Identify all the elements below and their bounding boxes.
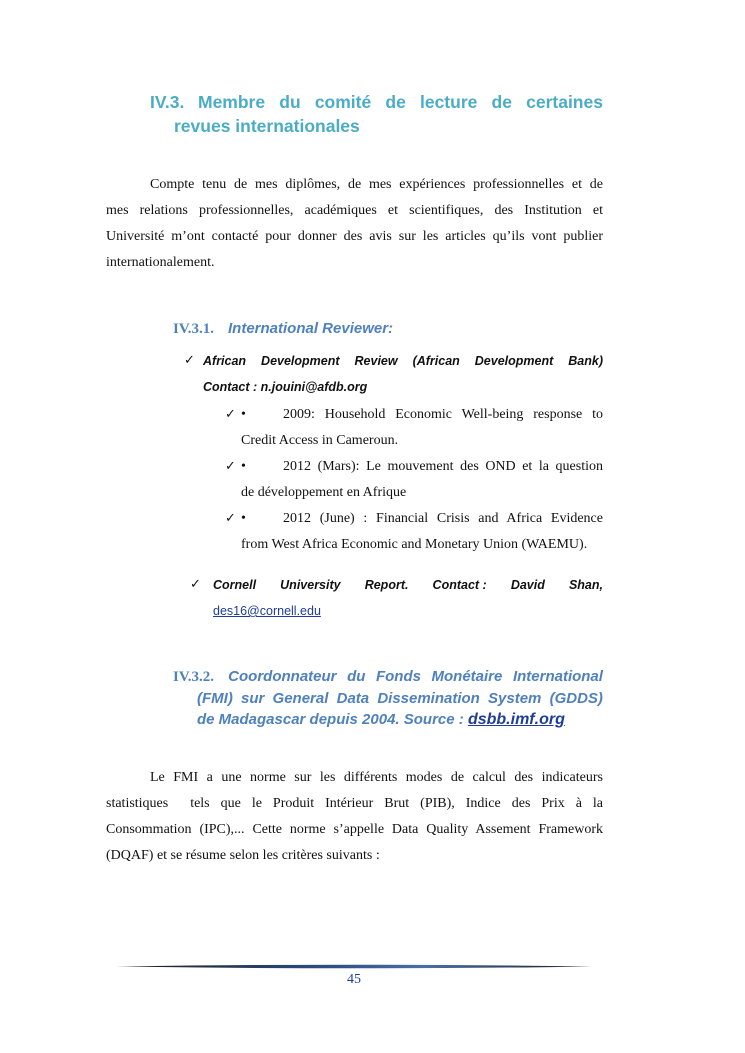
bullet-icon: • (241, 459, 246, 474)
subsection2-line1: IV.3.2. Coordonnateur du Fonds Monétaire International (173, 668, 603, 685)
review-item (225, 454, 603, 506)
section-heading (150, 90, 603, 138)
paragraph-line: statistiques tels que le Produit Intérieur Brut (PIB), Indice des Prix à la (106, 796, 603, 811)
review-item-continuation: Credit Access in Cameroun. (241, 433, 399, 448)
checkmark-icon: ✓ (225, 407, 236, 422)
page-number: 45 (347, 972, 361, 987)
heading-word: de (385, 92, 406, 112)
intro-paragraph (106, 172, 603, 276)
paragraph-line: Consommation (IPC),... Cette norme s’appelle Data Quality Assement Framework (106, 822, 603, 837)
subsection-number: IV.3.1. (173, 321, 214, 337)
review-item-title: 2012 (Mars): Le mouvement des OND et la question (283, 459, 603, 474)
email-link[interactable]: des16@cornell.edu (213, 604, 321, 618)
subsection-heading-2 (173, 666, 603, 730)
review-item-title: 2012 (June) : Financial Crisis and Africa Evidence (283, 511, 603, 526)
bullet-icon: • (241, 407, 246, 422)
checkmark-icon: ✓ (190, 577, 201, 592)
review-item-continuation: de développement en Afrique (241, 485, 407, 500)
subsection2-line3: de Madagascar depuis 2004. Source : dsbb.imf.org (197, 711, 565, 728)
paragraph-line: (DQAF) et se résume selon les critères suivants : (106, 848, 380, 863)
review-item-continuation: from West Africa Economic and Monetary Union (WAEMU). (241, 537, 588, 552)
source-link[interactable]: dsbb.imf.org (467, 711, 565, 728)
paragraph-line: Le FMI a une norme sur les différents modes de calcul des indicateurs (150, 770, 603, 785)
reviewer-entry-cornell (190, 572, 603, 624)
heading-word: comité (314, 92, 372, 112)
bullet-icon: • (241, 511, 246, 526)
entry-contact: Contact : n.jouini@afdb.org (203, 380, 368, 394)
checkmark-icon: ✓ (225, 511, 236, 526)
paragraph-line: internationalement. (106, 255, 215, 270)
heading-word: certaines (526, 92, 603, 112)
subsection-title: International Reviewer: (228, 320, 394, 337)
checkmark-icon: ✓ (184, 353, 195, 368)
entry-title-line: ✓ Cornell University Report. Contact : David Shan, (190, 572, 603, 598)
paragraph-line: Compte tenu de mes diplômes, de mes expériences professionnelles et de (150, 177, 603, 192)
section-heading-line1 (150, 90, 603, 114)
checkmark-icon: ✓ (225, 459, 236, 474)
fmi-paragraph (106, 765, 603, 869)
review-item (225, 506, 603, 558)
reviewer-entry-afdb (184, 348, 603, 400)
review-item-title: 2009: Household Economic Well-being response to (283, 407, 603, 422)
subsection-heading-1 (173, 318, 393, 340)
section-heading-line2: revues internationales (174, 116, 360, 136)
review-item (225, 402, 603, 454)
footer-divider (116, 964, 592, 969)
heading-word: Membre (198, 92, 266, 112)
subsection2-line2: (FMI) sur General Data Dissemination System (GDDS) (197, 690, 603, 707)
paragraph-line: Université m’ont contacté pour donner des avis sur les articles qu’ils vont publier (106, 229, 603, 244)
subsection-number: IV.3.2. (173, 669, 214, 685)
heading-word: de (491, 92, 512, 112)
heading-word: du (279, 92, 301, 112)
heading-word: lecture (419, 92, 478, 112)
entry-title-line: ✓ African Development Review (African Development Bank) (184, 348, 603, 374)
paragraph-line: mes relations professionnelles, académiques et scientifiques, des Institution et (106, 203, 603, 218)
section-number: IV.3. (150, 92, 185, 112)
